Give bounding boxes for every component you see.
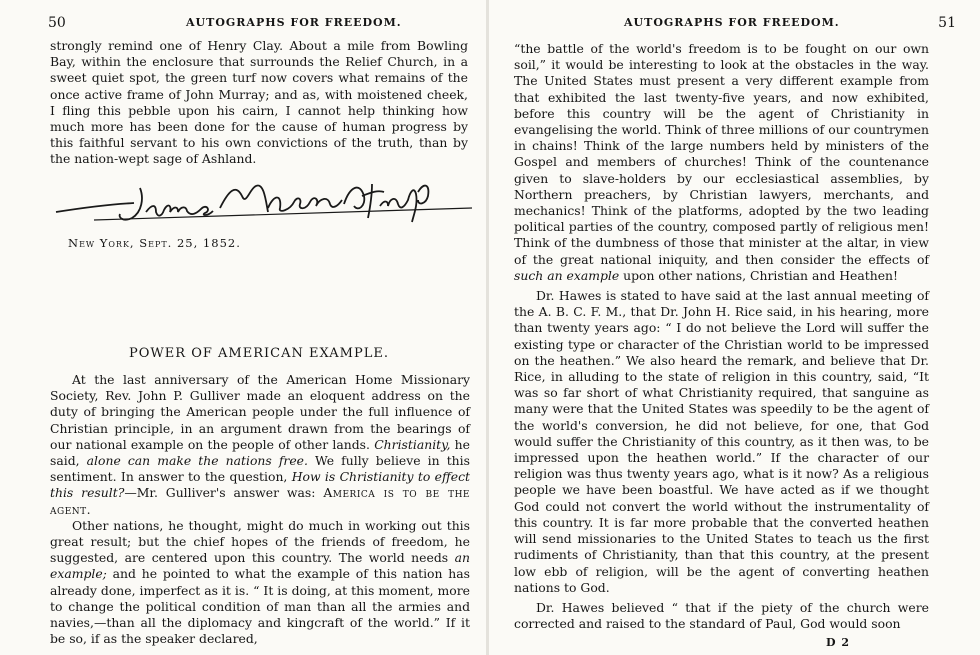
italic-run: an example; [50,550,470,582]
paragraph-text: strongly remind one of Henry Clay. About a mile from Bowling Bay, within the enclosure that surrounds the Relief Church, in a sweet quiet spot, the green turf now covers what remains of the once active frame of John Murray; and as, with moistened cheek, I fling this pebble upon his cairn, I cannot help thinking how much more has been done for the cause of human progress by this faithful servant to his own convictions of the truth, than by the nation-wept sage of Ashland. [50,38,468,167]
text-run: he said, [50,436,470,469]
article-body [50,372,470,647]
running-head: AUTOGRAPHS FOR FREEDOM. [186,16,402,29]
left-page [0,0,488,655]
paragraph: Dr. Hawes is stated to have said at the last annual meeting of the A. B. C. F. M., that Dr. John H. Rice said, in his hearing, more than twenty years ago: “ I do not believe the Lord will suffer the existing type or character of the Christian world to be impressed on the heathen.” We also heard the remark, and believe that Dr. Rice, in alluding to the state of religion in this country, said, “It was so far short of what Christianity required, that sanguine as many were that the United States was speedily to be the agent of the world's conversion, he did not believe, for one, that God would suffer the Christianity of this country, as it then was, to be impressed upon the heathen world.” If the character of our religion was thus twenty years ago, what is it now? As a religious people we have been boastful. We have acted as if we thought God could not convert the world without the instrumentality of this country. It is far more probable that the converted heathen will send missionaries to the United States to teach us the first rudiments of Christianity, than that this country, at the present low ebb of religion, will be the agent of converting heathen nations to God. [514,288,929,595]
text-run: We fully believe in this sentiment. In answer to the question, [50,453,470,485]
right-page [490,0,980,655]
italic-run: alone can make the nations free. [86,453,308,469]
paragraph [50,518,470,648]
signature-mark: D 2 [825,636,850,649]
small-caps-run: America is to be the agent. [50,485,470,517]
section-heading: POWER OF AMERICAN EXAMPLE. [129,346,389,361]
text-run: Other nations, he thought, might do much in working out this great result; but the chief hopes of the friends of freedom, he suggested, are centered upon this country. The world needs [50,517,470,566]
paragraph [514,41,929,284]
italic-run: such an example [514,267,620,283]
article-body [514,41,929,632]
running-head: AUTOGRAPHS FOR FREEDOM. [624,16,840,29]
page-number: 50 [48,15,66,31]
dateline: New York, Sept. 25, 1852. [68,236,241,250]
italic-run: Christianity, [374,436,451,452]
page-gutter [486,0,489,655]
italic-run: How is Christianity to effect this result? [50,469,470,501]
text-run: At the last anniversary of the American Home Missionary Society, Rev. John P. Gulliver made an eloquent address on the duty of bringing the American people under the full influence of Christian principle, in an argument drawn from the bearings of our national example on the people of other lands. [50,372,470,452]
page-number: 51 [938,15,956,31]
body-paragraph [50,38,468,168]
paragraph [50,372,470,518]
text-run: and he pointed to what the example of this nation has already done, imperfect as it is. “ It is doing, at this moment, more to change the political condition of man than all the armies and navies,—than all the diplomacy and kingcraft of the world.” If it be so, if as the speaker declared, [50,566,470,647]
text-run: —Mr. Gulliver's answer was: [124,485,324,501]
handwritten-signature [54,178,474,226]
text-run: “the battle of the world's freedom is to be fought on our own soil,” it would be interesting to look at the obstacles in the way. The United States must present a very different example from that exhibited the last twenty-five years, and now exhibited, before this country will be the agent of Christianity in evangelising the world. Think of three millions of our countrymen in chains! Think of the large numbers held by ministers of the Gospel and members of churches! Think of the countenance given to slave-holders by our ecclesiastical assemblies, by Northern preachers, by Christian lawyers, merchants, and mechanics! Think of the platforms, adopted by the two leading political parties of the country, composed partly of religious men! Think of the dumbness of those that minister at the altar, in view of the great national iniquity, and then consider the effects of [514,41,929,267]
text-run: upon other nations, Christian and Heathen! [619,267,898,283]
paragraph: Dr. Hawes believed “ that if the piety of the church were corrected and raised to the standard of Paul, God would soon [514,599,929,632]
